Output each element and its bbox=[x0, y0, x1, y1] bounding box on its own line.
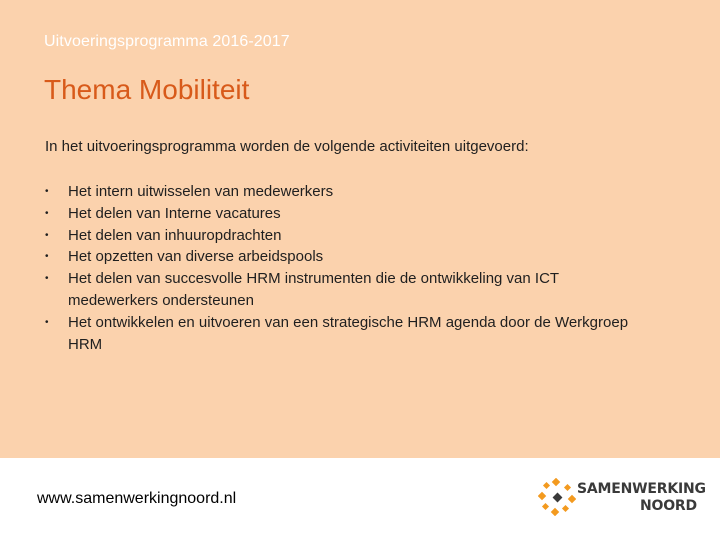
samenwerking-noord-logo-icon bbox=[538, 478, 576, 516]
bullet-icon: • bbox=[45, 251, 49, 263]
bullet-icon: • bbox=[45, 186, 49, 197]
intro-text: In het uitvoeringsprogramma worden de volgende activiteiten uitgevoerd: bbox=[45, 138, 529, 155]
activity-item bbox=[45, 268, 635, 312]
activity-text: Het opzetten van diverse arbeidspools bbox=[68, 248, 324, 266]
program-kicker: Uitvoeringsprogramma 2016-2017 bbox=[44, 33, 290, 50]
bullet-icon: • bbox=[45, 229, 49, 241]
bullet-icon: • bbox=[45, 316, 49, 328]
activity-item bbox=[45, 246, 635, 268]
activity-item bbox=[45, 181, 635, 203]
activity-text: Het delen van Interne vacatures bbox=[68, 204, 281, 222]
activity-text: Het delen van succesvolle HRM instrumenten die de ontwikkeling van ICT medewerkers ondersteunen bbox=[68, 270, 559, 309]
activity-item bbox=[45, 312, 635, 356]
samenwerking-noord-logo bbox=[538, 474, 708, 516]
activity-list bbox=[45, 181, 635, 355]
logo-line-2: NOORD bbox=[640, 498, 697, 514]
website-link[interactable]: www.samenwerkingnoord.nl bbox=[37, 490, 237, 507]
logo-line-1: SAMENWERKING bbox=[577, 481, 706, 497]
activity-item bbox=[45, 203, 635, 225]
activity-text: Het delen van inhuuropdrachten bbox=[68, 226, 282, 244]
activity-text: Het ontwikkelen en uitvoeren van een strategische HRM agenda door de Werkgroep HRM bbox=[68, 313, 629, 353]
bullet-icon: • bbox=[45, 207, 49, 219]
slide-title: Thema Mobiliteit bbox=[44, 74, 250, 105]
logo-wordmark bbox=[577, 481, 706, 514]
activity-text: Het intern uitwisselen van medewerkers bbox=[68, 183, 334, 200]
bullet-icon: • bbox=[45, 273, 49, 285]
activity-item bbox=[45, 225, 635, 247]
